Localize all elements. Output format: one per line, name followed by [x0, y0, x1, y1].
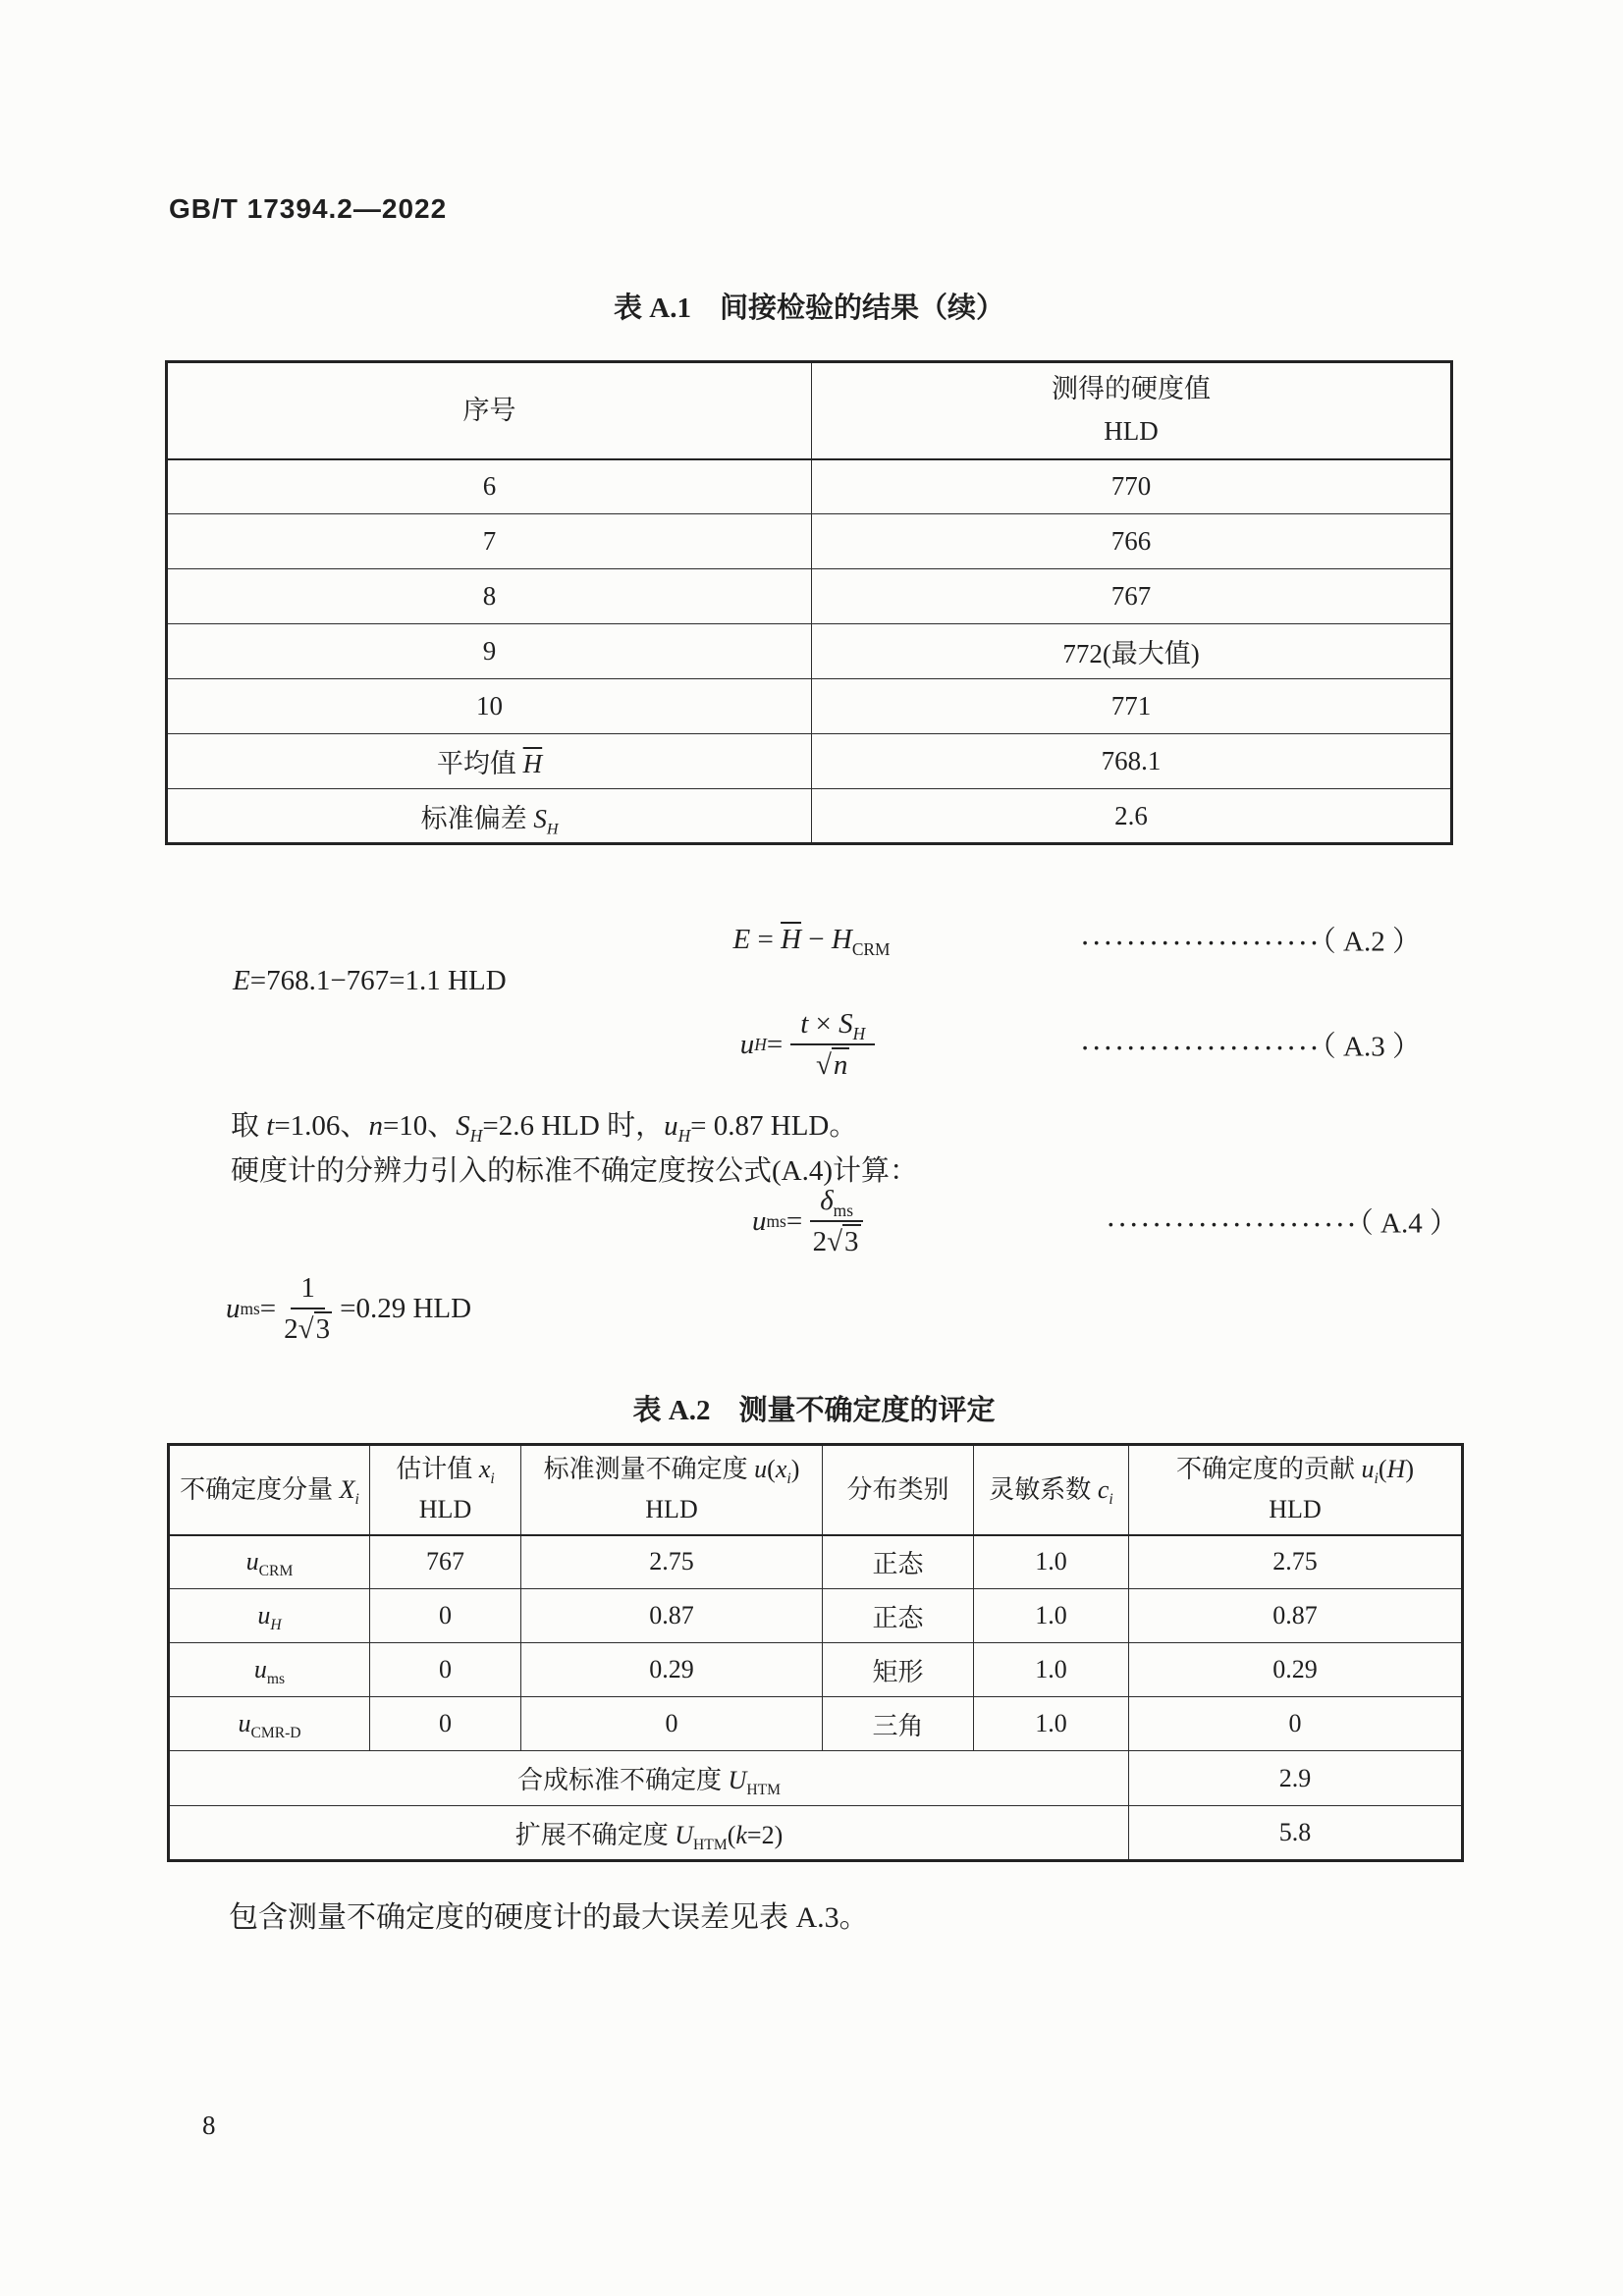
table-row — [167, 679, 1452, 734]
dot-leader: ····················· — [1081, 931, 1323, 956]
value-cell: 772(最大值) — [812, 624, 1452, 679]
closing-sentence: 包含测量不确定度的硬度计的最大误差见表 A.3。 — [229, 1901, 869, 1934]
table-row-mean — [167, 734, 1452, 789]
radical-sign: √ — [816, 1049, 832, 1081]
table-row — [167, 514, 1452, 569]
value-cell: 768.1 — [812, 734, 1452, 789]
ums-calculation-line: u ms = $\frac{1}{2√3}$ = 0.29 HLD — [226, 1259, 471, 1358]
table-a1 — [165, 360, 1453, 845]
h-bar-symbol: $\overline{H}$ — [522, 749, 543, 778]
seq-cell: 9 — [167, 624, 812, 679]
header-sensitivity: 灵敏系数 $c_i$ — [974, 1445, 1129, 1535]
table-row-uh: $u_H$ 0 0.87 正态 1.0 0.87 — [169, 1589, 1463, 1643]
table-a1-col2-header — [812, 362, 1452, 459]
value-cell: 767 — [812, 569, 1452, 624]
table-row-combined-uncertainty — [169, 1751, 1463, 1806]
table-a1-caption: 表 A.1 间接检验的结果（续） — [614, 293, 1004, 324]
value-cell: 771 — [812, 679, 1452, 734]
seq-cell: 8 — [167, 569, 812, 624]
fraction: $\frac{1}{2√3}$ — [284, 1271, 331, 1345]
table-row-ucrm: $u_{CRM}$ 767 2.75 正态 1.0 2.75 — [169, 1535, 1463, 1589]
radical-sign: √ — [827, 1226, 843, 1257]
table-a1-col2-header-line1: 测得的硬度值 — [1052, 374, 1212, 404]
table-row — [167, 569, 1452, 624]
value-cell: 770 — [812, 459, 1452, 514]
equation-a4-body: u ms = $\frac{\delta_{ms}}{2√3}$ — [752, 1183, 871, 1260]
component-cell: $u_{ms}$ — [169, 1643, 370, 1697]
combined-label-cell: 合成标准不确定度 $U_{HTM}$ — [169, 1751, 1129, 1806]
header-contribution: 不确定度的贡献 $u_i(H)$ HLD — [1129, 1445, 1463, 1535]
component-cell: $u_{CRM}$ — [169, 1535, 370, 1589]
seq-cell: 标准偏差 $S_H$ — [167, 789, 812, 844]
seq-cell: 10 — [167, 679, 812, 734]
component-cell: $u_H$ — [169, 1589, 370, 1643]
equation-a3 — [0, 993, 1623, 1095]
table-row-ums: $u_{ms}$ 0 0.29 矩形 1.0 0.29 — [169, 1643, 1463, 1697]
table-row-expanded-uncertainty — [169, 1806, 1463, 1861]
table-row — [167, 624, 1452, 679]
seq-cell: 7 — [167, 514, 812, 569]
e-calculation-line: E=768.1−767=1.1 HLD — [233, 965, 507, 996]
standard-number: GB/T 17394.2—2022 — [169, 193, 448, 224]
table-a2-caption: 表 A.2 测量不确定度的评定 — [632, 1395, 996, 1426]
component-cell: $u_{CMR-D}$ — [169, 1697, 370, 1751]
equation-a4 — [0, 1170, 1623, 1272]
fraction: $\frac{\delta_{ms}}{2√3}$ — [810, 1183, 863, 1260]
equation-a4-number: ······················（ A.4 ） — [1107, 1207, 1458, 1240]
s-symbol: S — [533, 803, 547, 833]
expanded-value-cell: 5.8 — [1129, 1806, 1463, 1861]
equation-a2 — [0, 911, 1623, 968]
table-row-ucmrd: $u_{CMR-D}$ 0 0 三角 1.0 0 — [169, 1697, 1463, 1751]
expanded-label-cell: 扩展不确定度 $U_{HTM}(k=2)$ — [169, 1806, 1129, 1861]
table-row-stddev — [167, 789, 1452, 844]
resolution-sentence: 硬度计的分辨力引入的标准不确定度按公式(A.4)计算： — [231, 1155, 919, 1187]
seq-cell: 平均值 $\overline{H}$ — [167, 734, 812, 789]
header-component: 不确定度分量 $X_i$ — [169, 1445, 370, 1535]
dot-leader: ····················· — [1081, 1036, 1323, 1061]
table-row — [167, 459, 1452, 514]
value-cell: 766 — [812, 514, 1452, 569]
equation-a3-body: u H = $\frac{t \times S_H}{√n}$ — [740, 1006, 883, 1084]
equation-a2-body: $E = \overline{H} - H_{CRM}$ — [732, 923, 891, 959]
combined-value-cell: 2.9 — [1129, 1751, 1463, 1806]
table-a2 — [167, 1443, 1464, 1862]
fraction: $\frac{t \times S_H}{√n}$ — [790, 1006, 875, 1084]
value-cell: 2.6 — [812, 789, 1452, 844]
page-number: 8 — [202, 2110, 216, 2140]
radical-sign: √ — [298, 1313, 314, 1345]
equation-a2-number: ·····················（ A.2 ） — [1081, 926, 1421, 958]
take-values-line: 取 t=1.06、n=10、$S_H=2.6$ HLD 时，$u_H= 0.87$ HLD。 — [231, 1110, 858, 1146]
equation-a3-number: ·····················（ A.3 ） — [1081, 1031, 1421, 1063]
table-a1-col1-header: 序号 — [167, 362, 812, 459]
table-a1-col2-header-line2: HLD — [1104, 416, 1159, 447]
header-distribution: 分布类别 — [823, 1445, 974, 1535]
dot-leader: ······················ — [1107, 1212, 1360, 1238]
seq-cell: 6 — [167, 459, 812, 514]
header-std-uncertainty: 标准测量不确定度 $u(x_i)$ HLD — [521, 1445, 823, 1535]
table-a1-header-row — [167, 362, 1452, 459]
header-estimate: 估计值 $x_i$ HLD — [370, 1445, 521, 1535]
table-a2-header-row — [169, 1445, 1463, 1535]
